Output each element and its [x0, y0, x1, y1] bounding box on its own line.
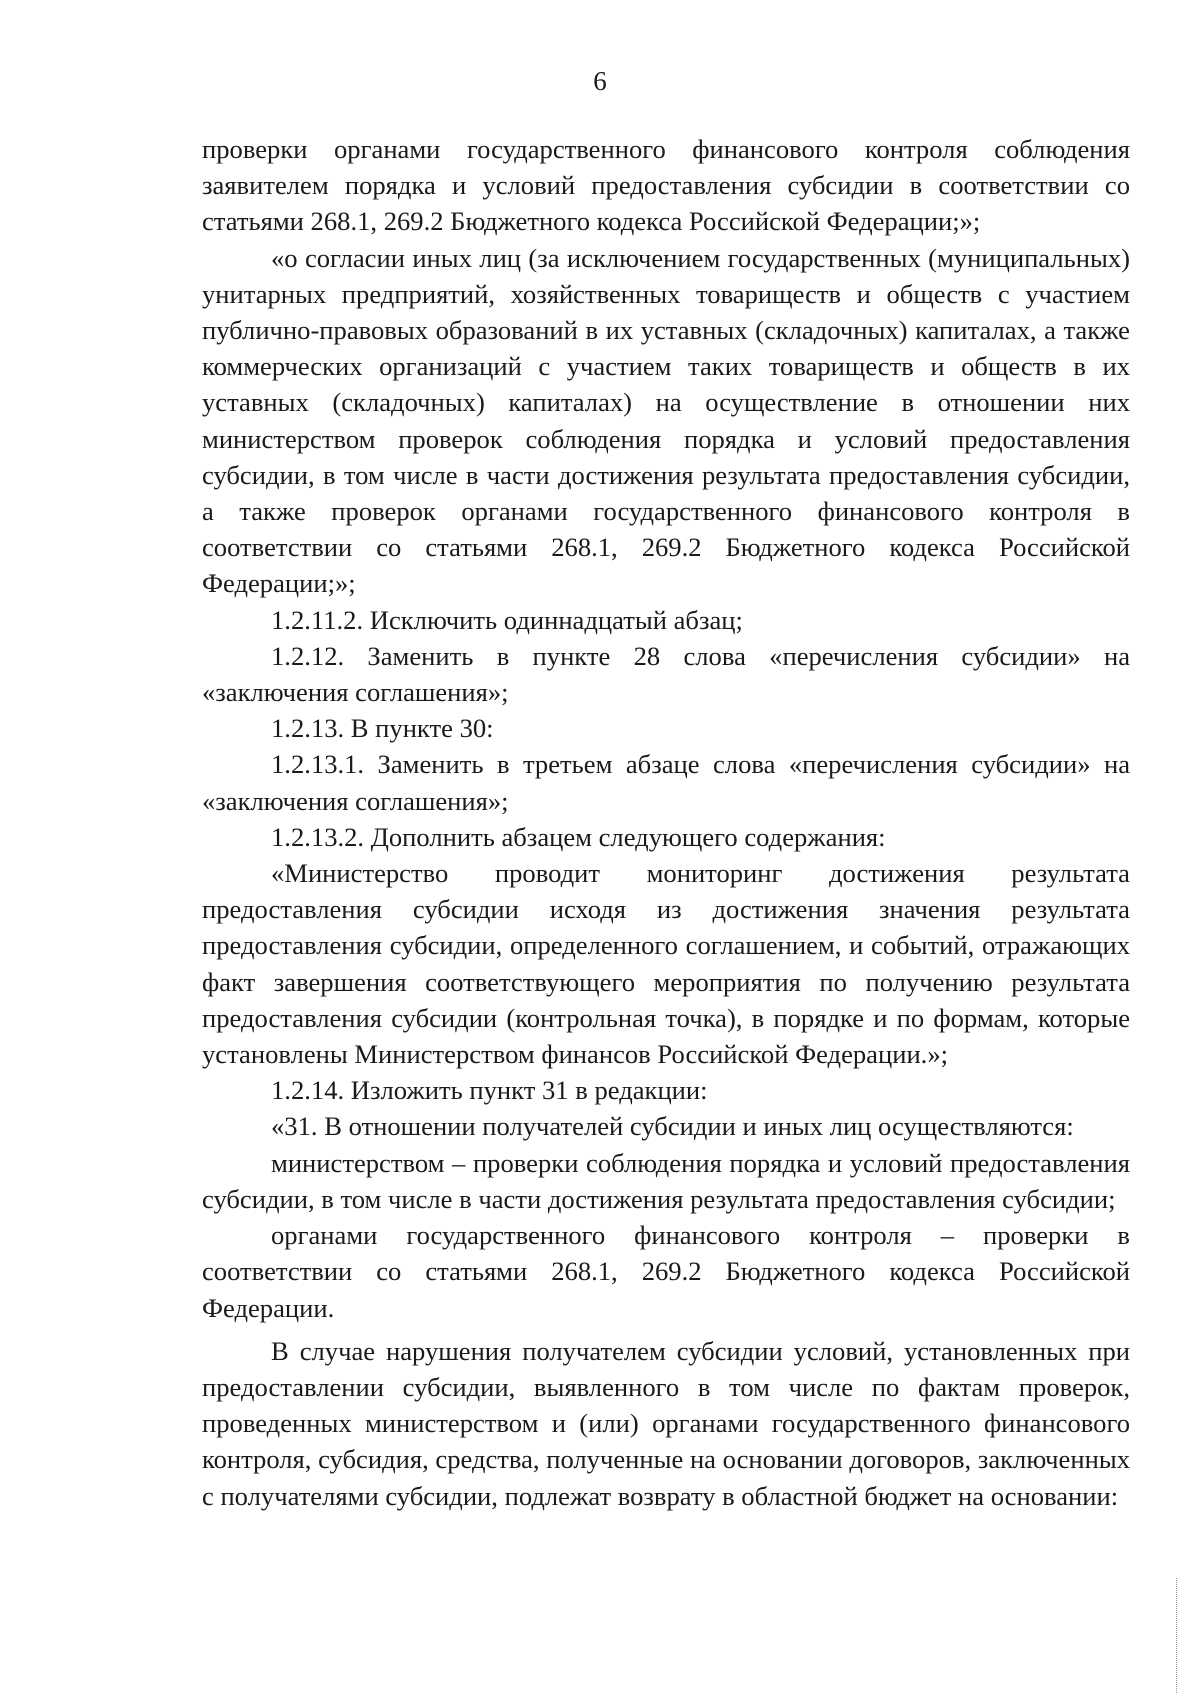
paragraph-1-2-11-2: 1.2.11.2. Исключить одиннадцатый абзац; [271, 604, 743, 635]
paragraph-1-2-13: 1.2.13. В пункте 30: [271, 713, 494, 744]
paragraph-ministry-checks: министерством – проверки соблюдения порядка и условий предоставления субсидии, в том числе в части достижения результата предоставления субсидии; [202, 1147, 1130, 1214]
paragraph-point-31: «31. В отношении получателей субсидии и иных лиц осуществляются: [271, 1111, 1074, 1142]
paragraph-1-2-13-2: 1.2.13.2. Дополнить абзацем следующего содержания: [271, 821, 886, 852]
paragraph-violation-return: В случае нарушения получателем субсидии условий, установленных при предоставлении субсидии, выявленного в том числе по фактам проверок, проведенных министерством и (или) органами государственного финансового контроля, субсидия, средства, полученные на основании договоров, заключенных с получателями субсидии, подлежат возврату в областной бюджет на основании: [202, 1335, 1130, 1511]
paragraph-1-2-14: 1.2.14. Изложить пункт 31 в редакции: [271, 1075, 708, 1106]
paragraph-control-bodies-checks: органами государственного финансового контроля – проверки в соответствии со статьями 268.1, 269.2 Бюджетного кодекса Российской Федерации. [202, 1220, 1130, 1323]
page-number: 6 [593, 66, 607, 96]
paragraph-1-2-13-1: 1.2.13.1. Заменить в третьем абзаце слова «перечисления субсидии» на «заключения соглашения»; [202, 749, 1130, 816]
paragraph-monitoring: «Министерство проводит мониторинг достижения результата предоставления субсидии исходя из достижения значения результата предоставления субсидии, определенного соглашением, и событий, отражающих факт завершения соответствующего мероприятия по получению результата предоставления субсидии (контрольная точка), в порядке и по формам, которые установлены Министерством финансов Российской Федерации.»; [202, 858, 1130, 1070]
document-body [202, 131, 1130, 1514]
paragraph-consent-clause: «о согласии иных лиц (за исключением государственных (муниципальных) унитарных предприятий, хозяйственных товариществ и обществ с участием публично-правовых образований в их уставных (складочных) капиталах, а также коммерческих организаций с участием таких товариществ и обществ в их уставных (складочных) капиталах) на осуществление в отношении них министерством проверок соблюдения порядка и условий предоставления субсидии, в том числе в части достижения результата предоставления субсидии, а также проверок органами государственного финансового контроля в соответствии со статьями 268.1, 269.2 Бюджетного кодекса Российской Федерации;»; [202, 242, 1130, 599]
paragraph-continuation: проверки органами государственного финансового контроля соблюдения заявителем порядка и условий предоставления субсидии в соответствии со статьями 268.1, 269.2 Бюджетного кодекса Российской Федерации;»; [202, 134, 1130, 237]
paragraph-1-2-12: 1.2.12. Заменить в пункте 28 слова «перечисления субсидии» на «заключения соглашения»; [202, 640, 1130, 708]
scan-edge-line [1176, 1578, 1178, 1693]
